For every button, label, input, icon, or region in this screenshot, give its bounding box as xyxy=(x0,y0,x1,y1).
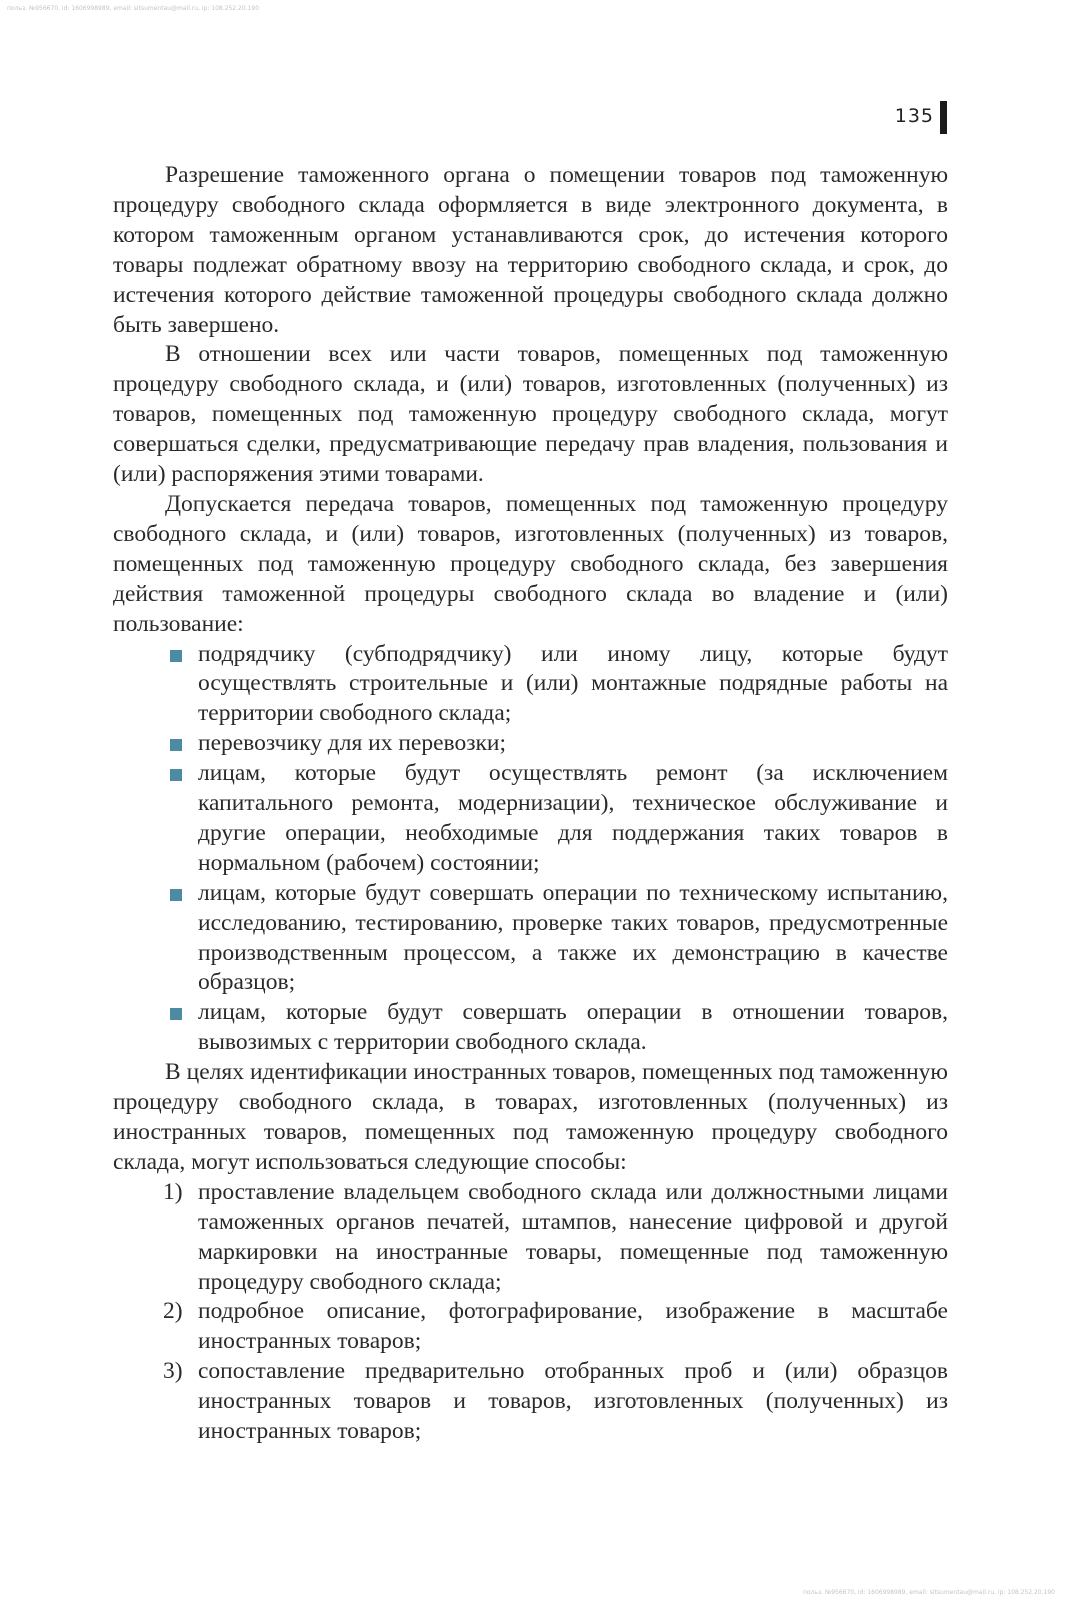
square-bullet-icon xyxy=(170,739,182,751)
paragraph-4: В целях идентификации иностранных товаров, помещенных под таможенную процедуру свободного склада, в товарах, изготовленных (полученных) из иностранных товаров, помещенных под таможенную процедуру свободного склада, могут использоваться следующие способы: xyxy=(113,1059,948,1175)
bullet-item-text: лицам, которые будут осуществлять ремонт (за исключением капитального ремонта, модернизации), техническое обслуживание и другие операции, необходимые для поддержания таких товаров в нормальном (рабочем) состоянии; xyxy=(198,760,948,876)
paragraph-3: Допускается передача товаров, помещенных под таможенную процедуру свободного склада, и (или) товаров, изготовленных (полученных) из товаров, помещенных под таможенную процедуру свободного склада, без завершения действия таможенной процедуры свободного склада во владение и (или) пользование: xyxy=(113,490,948,637)
bullet-list-item xyxy=(113,759,948,879)
page-body xyxy=(113,161,948,1447)
square-bullet-icon xyxy=(170,1008,182,1020)
item-number: 3) xyxy=(163,1358,183,1385)
bullet-item-text: подрядчику (субподрядчику) или иному лицу, которые будут осуществлять строительные и (или) монтажные подрядные работы на территории свободного склада; xyxy=(198,640,948,727)
paragraph-2: В отношении всех или части товаров, помещенных под таможенную процедуру свободного склада, и (или) товаров, изготовленных (полученных) из товаров, помещенных под таможенную процедуру свободного склада, могут совершаться сделки, предусматривающие передачу прав владения, пользования и (или) распоряжения этими товарами. xyxy=(113,341,948,488)
numbered-list-item xyxy=(113,1297,948,1357)
item-number: 1) xyxy=(163,1178,183,1205)
bullet-list-item xyxy=(113,879,948,999)
watermark-top: польз. №956670, id: 1606998989, email: sitsumentau@mail.ru, ip: 108.252.20.190 xyxy=(7,5,260,12)
page-number: 135 xyxy=(894,105,934,127)
watermark-bottom: польз. №956670, id: 1606998989, email: sitsumentau@mail.ru, ip: 108.252.20.190 xyxy=(802,1589,1055,1596)
numbered-list xyxy=(113,1178,948,1447)
bullet-list-item xyxy=(113,640,948,730)
bullet-item-text: перевозчику для их перевозки; xyxy=(198,730,507,757)
bullet-list-item xyxy=(113,729,948,759)
page-number-marker xyxy=(940,101,947,134)
numbered-item-text: проставление владельцем свободного склада или должностными лицами таможенных органов печатей, штампов, нанесение цифровой и другой маркировки на иностранные товары, помещенные под таможенную процедуру свободного склада; xyxy=(198,1178,948,1295)
paragraph-1: Разрешение таможенного органа о помещении товаров под таможенную процедуру свободного склада оформляется в виде электронного документа, в котором таможенным органом устанавливаются срок, до истечения которого товары подлежат обратному ввозу на территорию свободного склада, и срок, до истечения которого действие таможенной процедуры свободного склада должно быть завершено. xyxy=(113,162,948,338)
item-number: 2) xyxy=(163,1298,183,1325)
square-bullet-icon xyxy=(170,650,182,662)
bullet-item-text: лицам, которые будут совершать операции по техническому испытанию, исследованию, тестированию, проверке таких товаров, предусмотренные производственным процессом, а также их демонстрацию в качестве образцов; xyxy=(198,879,948,996)
numbered-item-text: сопоставление предварительно отобранных проб и (или) образцов иностранных товаров и товаров, изготовленных (полученных) из иностранных товаров; xyxy=(198,1358,948,1445)
bullet-list-item xyxy=(113,998,948,1058)
bullet-item-text: лицам, которые будут совершать операции в отношении товаров, вывозимых с территории свободного склада. xyxy=(198,999,948,1056)
square-bullet-icon xyxy=(170,769,182,781)
bullet-list xyxy=(113,640,948,1059)
numbered-list-item xyxy=(113,1357,948,1447)
numbered-item-text: подробное описание, фотографирование, изображение в масштабе иностранных товаров; xyxy=(198,1298,948,1355)
numbered-list-item xyxy=(113,1178,948,1298)
square-bullet-icon xyxy=(170,889,182,901)
